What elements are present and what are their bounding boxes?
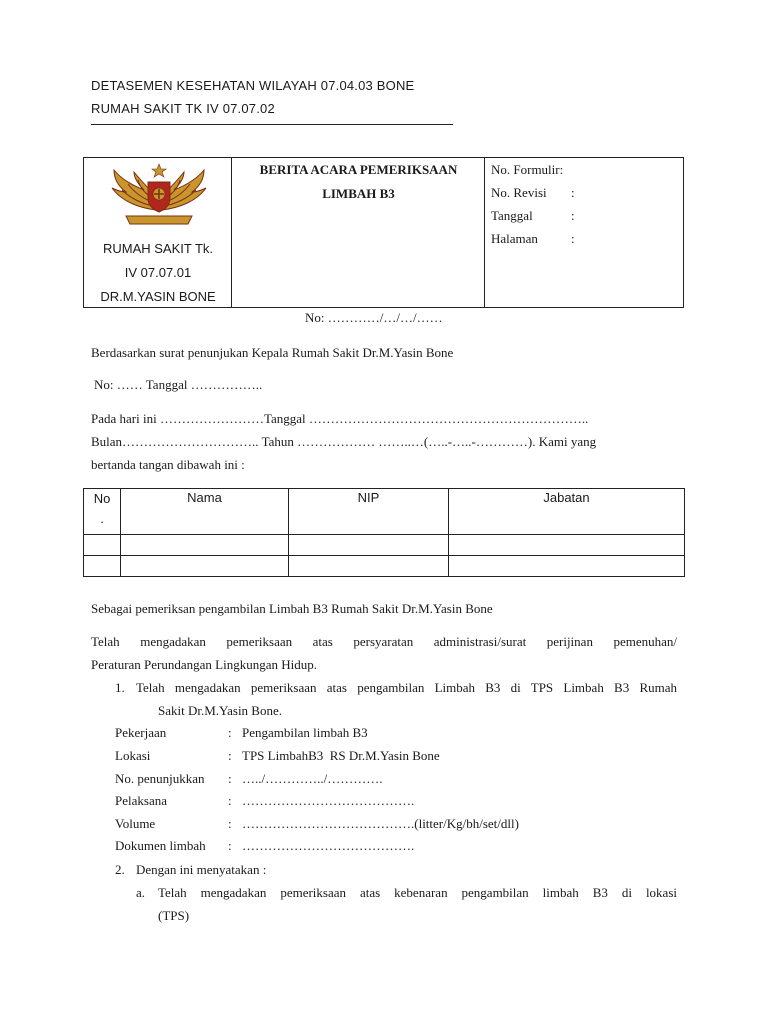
cell-nip[interactable]	[289, 535, 449, 556]
meta-colon: :	[571, 231, 575, 246]
sebagai-text: Sebagai pemeriksan pengambilan Limbah B3 Rumah Sakit Dr.M.Yasin Bone	[91, 601, 493, 616]
cell-no[interactable]	[84, 535, 121, 556]
table-header-row	[84, 489, 685, 535]
meta-revision	[491, 181, 575, 204]
meta-label: No. Formulir:	[491, 162, 564, 177]
field-colon: :	[228, 816, 232, 831]
field-dokumen-limbah	[115, 835, 414, 857]
hari-line: Pada hari ini ……………………Tanggal ………………………………………………………..	[91, 411, 589, 426]
col-header-nama: Nama	[121, 489, 289, 535]
document-title	[232, 158, 485, 206]
header-divider	[91, 124, 453, 125]
hospital-line-2: IV 07.07.01	[124, 265, 192, 280]
bertanda-line: bertanda tangan dibawah ini :	[91, 457, 245, 472]
meta-cell	[485, 158, 683, 307]
field-pekerjaan	[115, 722, 368, 744]
item1-line-2: Sakit Dr.M.Yasin Bone.	[158, 703, 283, 718]
field-no-penunjukkan	[115, 768, 382, 790]
form-header-table	[83, 157, 684, 308]
title-cell	[232, 158, 485, 307]
meta-label: Halaman	[491, 231, 538, 246]
title-line-2: LIMBAH B3	[322, 186, 395, 201]
field-value[interactable]: ………………………………….	[242, 793, 415, 808]
meta-page	[491, 227, 575, 250]
col-no-dot: .	[100, 511, 104, 526]
cell-jabatan[interactable]	[449, 556, 685, 577]
field-pelaksana	[115, 790, 414, 812]
field-colon: :	[228, 838, 232, 853]
hospital-emblem-icon	[104, 162, 214, 228]
bulan-line: Bulan………………………….. Tahun ……………… ……..…(…..-…..-…………). Kami yang	[91, 434, 597, 449]
field-colon: :	[228, 793, 232, 808]
cell-no[interactable]	[84, 556, 121, 577]
field-value[interactable]: Pengambilan limbah B3	[242, 725, 368, 740]
field-value[interactable]: ………………………………….(litter/Kg/bh/set/dll)	[242, 816, 519, 831]
title-line-1: BERITA ACARA PEMERIKSAAN	[259, 162, 458, 177]
cell-nip[interactable]	[289, 556, 449, 577]
field-lokasi	[115, 745, 440, 767]
field-value[interactable]: TPS LimbahB3 RS Dr.M.Yasin Bone	[242, 748, 440, 763]
field-label: Lokasi	[115, 748, 151, 763]
telah-line-2: Peraturan Perundangan Lingkungan Hidup.	[91, 657, 318, 672]
meta-date	[491, 204, 575, 227]
meta-label: Tanggal	[491, 208, 533, 223]
field-label: Pelaksana	[115, 793, 167, 808]
field-value[interactable]: …../…………../………….	[242, 771, 383, 786]
staff-table	[83, 488, 685, 577]
col-header-nip: NIP	[289, 489, 449, 535]
table-row	[84, 556, 685, 577]
header-line-2: RUMAH SAKIT TK IV 07.07.02	[91, 101, 275, 116]
field-colon: :	[228, 771, 232, 786]
document-number: No: …………/…/…/……	[305, 310, 443, 325]
field-label: Dokumen limbah	[115, 838, 206, 853]
meta-label: No. Revisi	[491, 185, 547, 200]
hospital-line-1: RUMAH SAKIT Tk.	[102, 241, 214, 256]
basis-text: Berdasarkan surat penunjukan Kepala Rumah Sakit Dr.M.Yasin Bone	[91, 345, 454, 360]
field-label: No. penunjukkan	[115, 771, 205, 786]
item1-line-1: Telah mengadakan pemeriksaan atas pengambilan Limbah B3 di TPS Limbah B3 Rumah	[136, 680, 677, 695]
meta-form-no	[491, 158, 571, 181]
col-header-jabatan: Jabatan	[449, 489, 685, 535]
field-value[interactable]: ………………………………….	[242, 838, 415, 853]
field-colon: :	[228, 748, 232, 763]
col-no-label: No	[93, 491, 111, 506]
cell-nama[interactable]	[121, 535, 289, 556]
hospital-line-3: DR.M.YASIN BONE	[100, 289, 216, 304]
logo-cell	[84, 158, 232, 307]
item2a-line-2: (TPS)	[158, 908, 190, 923]
item2a-line-1: Telah mengadakan pemeriksaan atas kebenaran pengambilan limbah B3 di lokasi	[158, 885, 677, 900]
field-label: Pekerjaan	[115, 725, 167, 740]
table-row	[84, 535, 685, 556]
cell-nama[interactable]	[121, 556, 289, 577]
item1-number: 1.	[115, 680, 125, 695]
item2a-letter: a.	[136, 885, 146, 900]
meta-colon: :	[571, 208, 575, 223]
no-tanggal-line: No: …… Tanggal ……………..	[94, 377, 263, 392]
meta-colon: :	[571, 185, 575, 200]
header-line-1: DETASEMEN KESEHATAN WILAYAH 07.04.03 BONE	[91, 78, 415, 93]
item2-text: Dengan ini menyatakan :	[136, 862, 267, 877]
item2-number: 2.	[115, 862, 125, 877]
field-colon: :	[228, 725, 232, 740]
field-label: Volume	[115, 816, 156, 831]
col-header-no	[84, 489, 121, 535]
field-volume	[115, 813, 519, 835]
telah-line-1: Telah mengadakan pemeriksaan atas persyaratan administrasi/surat perijinan pemenuhan/	[91, 634, 677, 649]
hospital-name	[84, 237, 232, 309]
cell-jabatan[interactable]	[449, 535, 685, 556]
